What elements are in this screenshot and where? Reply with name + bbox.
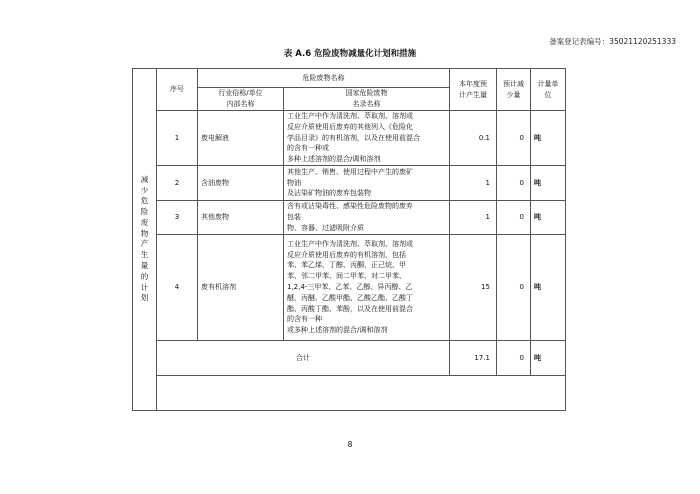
total-reduction: 0	[497, 340, 531, 375]
row-description: 含有或沾染毒性、感染性危险废物的废弃 包装 物、容器、过滤吸附介质	[284, 200, 450, 234]
row-reduction: 0	[497, 234, 531, 340]
row-annual-output: 1	[450, 200, 497, 234]
total-label: 合计	[157, 340, 450, 375]
row-description: 工业生产中作为清洗剂、萃取剂、溶剂或 反应介质使用后废弃的有机溶剂，包括 苯、苯乙烯、丁醇、丙酮、正己烷、甲 苯、邻二甲苯、间二甲苯、对二甲苯、 1,2,4-三甲苯、乙苯、乙醇、异丙醇、乙 醚、丙醚、乙酸甲酯、乙酸乙酯、乙酸丁 酯、丙酸丁酯、苯酚，以及在使用前混合 的含有一种 或多种上述溶剂的混合/调和溶剂	[284, 234, 450, 340]
row-reduction: 0	[497, 111, 531, 166]
total-unit: 吨	[531, 340, 566, 375]
table-row	[133, 200, 566, 234]
row-annual-output: 0.1	[450, 111, 497, 166]
row-waste-name: 含油废物	[198, 165, 284, 200]
row-unit: 吨	[531, 111, 566, 166]
row-unit: 吨	[531, 234, 566, 340]
table-title: 表 A.6 危险废物减量化计划和措施	[283, 49, 417, 59]
row-seq: 3	[157, 200, 198, 234]
row-reduction: 0	[497, 165, 531, 200]
row-annual-output: 1	[450, 165, 497, 200]
row-seq: 1	[157, 111, 198, 166]
row-waste-name: 废有机溶剂	[198, 234, 284, 340]
row-unit: 吨	[531, 200, 566, 234]
registration-number: 备案登记表编号：35021120251333	[549, 37, 676, 46]
empty-cell	[157, 375, 566, 410]
table-row	[133, 165, 566, 200]
side-label: 减 少 危 险 废 物 产 生 量 的 计 划	[133, 69, 157, 411]
row-unit: 吨	[531, 165, 566, 200]
table-row	[133, 234, 566, 340]
header-national-name: 国家危险废物 名录名称	[284, 88, 450, 111]
page-number: 8	[347, 440, 353, 449]
header-annual-output: 本年度预 计产生量	[450, 69, 497, 111]
waste-reduction-table	[132, 68, 566, 411]
empty-row	[133, 375, 566, 410]
header-unit: 计量单 位	[531, 69, 566, 111]
header-reduction: 预计减 少量	[497, 69, 531, 111]
total-annual-output: 17.1	[450, 340, 497, 375]
row-reduction: 0	[497, 200, 531, 234]
table-row	[133, 111, 566, 166]
header-seq: 序号	[157, 69, 198, 111]
row-waste-name: 废电解液	[198, 111, 284, 166]
total-row	[133, 340, 566, 375]
row-seq: 2	[157, 165, 198, 200]
row-description: 工业生产中作为清洗剂、萃取剂、溶剂或 反应介质使用后废弃的其他列入《危险化 学品目录》的有机溶剂，以及在使用前混合 的含有一种或 多种上述溶剂的混合/调和溶剂	[284, 111, 450, 166]
row-description: 其他生产、销售、使用过程中产生的废矿 物油 及沾染矿物油的废弃包装物	[284, 165, 450, 200]
row-waste-name: 其他废物	[198, 200, 284, 234]
row-seq: 4	[157, 234, 198, 340]
header-industry-name: 行业俗称/单位 内部名称	[198, 88, 284, 111]
header-waste-name: 危险废物名称	[198, 69, 450, 88]
row-annual-output: 15	[450, 234, 497, 340]
